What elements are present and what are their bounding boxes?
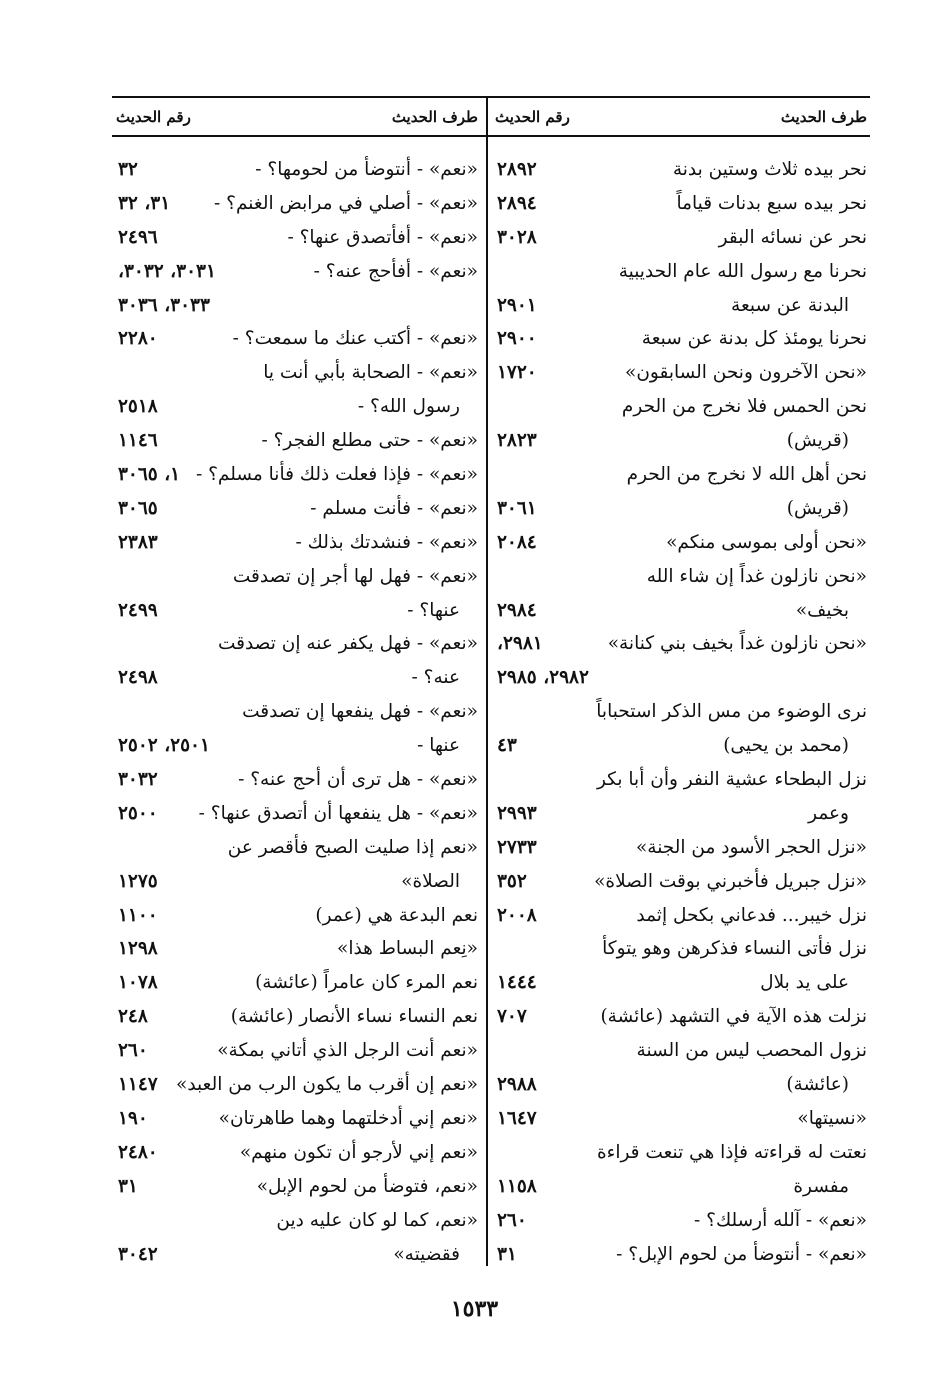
index-entry [491,594,871,628]
right-column-entries [491,153,871,1271]
entry-text: «نعم» - فأنت مسلم - [310,497,478,519]
entry-text: نعتت له قراءته فإذا هي تنعت قراءة [596,1141,867,1163]
entry-text: «نعم» - هل ترى أن أحج عنه؟ - [238,769,478,791]
index-entry [112,729,482,763]
entry-number: ١٦٤٧ [497,1107,537,1129]
entry-number: ٢٤٨ [118,1006,148,1028]
entry-text: وعمر [808,802,849,824]
entry-text: نحرنا مع رسول الله عام الحديبية [618,260,867,282]
index-entry [112,831,482,865]
index-entry [112,1136,482,1170]
entry-number: ٢٩٨٢، ٢٩٨٥ [497,667,589,689]
entry-text: (قريش) [786,430,849,452]
index-entry [112,763,482,797]
entry-text: عنها - [417,735,460,757]
index-entry [112,1000,482,1034]
index-entry [112,932,482,966]
entry-number: ٢٩٨١، [497,633,543,655]
index-entry [491,865,871,899]
entry-text: (محمد بن يحيى) [723,735,849,757]
entry-number: ٢٩٠٠ [497,328,537,350]
entry-number: ٢٥٠٠ [118,802,158,824]
entry-number: ٣٠٣٢ [118,769,158,791]
entry-number: ٢٦٠ [497,1209,527,1231]
index-entry [491,797,871,831]
entry-number: ٢٨٩٢ [497,159,537,180]
right-column-header [491,98,871,135]
entry-text: «نعم» - أفأحج عنه؟ - [313,260,478,282]
entry-number: ٣١ [118,1175,138,1197]
entry-number: ١١٥٨ [497,1175,537,1197]
index-entry [491,1204,871,1238]
entry-text: الصلاة» [401,870,460,892]
index-entry [491,1000,871,1034]
index-entry [112,966,482,1000]
entry-text: «نعم» - فإذا فعلت ذلك فأنا مسلم؟ - [195,464,478,486]
index-entry [112,1102,482,1136]
entry-text: «نسيتها» [797,1107,867,1129]
index-entry [112,695,482,729]
entry-text: «نعم إن أقرب ما يكون الرب من العبد» [176,1074,478,1096]
entry-text: (عائشة) [786,1074,849,1096]
entry-text: «نعم، كما لو كان عليه دين [276,1209,478,1231]
index-entry [491,729,871,763]
index-entry [491,966,871,1000]
entry-text: نحن أهل الله لا نخرج من الحرم [626,464,867,486]
entry-text: مفسرة [793,1175,849,1197]
entry-number: ٣٠٣٣، ٣٠٣٦ [118,294,210,316]
entry-number: ٢٩٩٣ [497,802,537,824]
left-column-entries [112,153,482,1271]
entry-number: ٢٩٠١ [497,294,537,316]
index-entry [112,1068,482,1102]
entry-number: ٧٠٧ [497,1006,527,1028]
entry-number: ٢٠٠٨ [497,904,537,926]
index-entry [112,458,482,492]
entry-text: «نعم» - أنتوضأ من لحومها؟ - [255,159,478,180]
entry-text: «نعم» - آلله أرسلك؟ - [694,1209,867,1231]
entry-number: ٢٣٨٣ [118,531,158,553]
entry-number: ١١٤٧ [118,1074,158,1096]
entry-number: ٢٧٣٣ [497,836,537,858]
hadith-number-header: رقم الحديث [116,108,191,126]
index-entry [491,255,871,289]
page-number: ١٥٣٣ [450,1296,499,1322]
entry-text: نرى الوضوء من مس الذكر استحباباً [596,701,867,723]
index-entry [491,627,871,661]
entry-text: نزلت هذه الآية في التشهد (عائشة) [600,1006,867,1028]
index-entry [491,424,871,458]
index-entry [112,322,482,356]
index-entry [112,1204,482,1238]
entry-text: نحر بيده ثلاث وستين بدنة [672,159,867,180]
entry-number: ٢٤٨٠ [118,1141,158,1163]
entry-text: على يد بلال [760,972,849,994]
entry-number: ١٠٧٨ [118,972,158,994]
index-entry [112,594,482,628]
entry-text: نحرنا يومئذ كل بدنة عن سبعة [641,328,867,350]
entry-text: «نعم» - حتى مطلع الفجر؟ - [261,430,478,452]
index-entry [112,1238,482,1272]
entry-text: «نعم، فتوضأ من لحوم الإبل» [256,1175,478,1197]
entry-number: ٢٥٠١، ٢٥٠٢ [118,735,210,757]
left-column [112,98,482,1271]
column-divider [486,96,488,1266]
entry-text: «نِعم البساط هذا» [337,938,478,960]
index-entry [491,289,871,323]
entry-number: ٣٠٣١، ٣٠٣٢، [118,260,216,282]
right-column [491,98,871,1271]
index-entry [491,458,871,492]
entry-text: نعم البدعة هي (عمر) [315,904,478,926]
entry-number: ١٢٩٨ [118,938,158,960]
index-entry [112,865,482,899]
index-entry [491,831,871,865]
index-entry [112,356,482,390]
entry-number: ١١٤٦ [118,430,158,452]
index-entry [491,1034,871,1068]
entry-text: نزل البطحاء عشية النفر وأن أبا بكر [596,769,867,791]
entry-number: ١٧٢٠ [497,362,537,384]
entry-text: «نعم» - فهل لها أجر إن تصدقت [232,565,478,587]
entry-text: «نعم» - الصحابة بأبي أنت يا [263,362,478,384]
index-entry [491,932,871,966]
entry-text: عنه؟ - [411,667,460,689]
entry-text: البدنة عن سبعة [731,294,849,316]
entry-text: «نحن أولى بموسى منكم» [666,531,867,553]
hadith-text-header: طرف الحديث [391,108,478,126]
index-entry [491,526,871,560]
entry-text: «نزل جبريل فأخبرني بوقت الصلاة» [594,870,867,892]
entry-number: ١١٠٠ [118,904,158,926]
index-entry [112,289,482,323]
entry-number: ٣٠٦١ [497,497,537,519]
entry-text: نعم النساء نساء الأنصار (عائشة) [230,1006,478,1028]
index-entry [112,899,482,933]
index-entry [112,424,482,458]
entry-text: «نحن نازلون غداً إن شاء الله [646,565,867,587]
index-entry [112,255,482,289]
index-entry [112,1170,482,1204]
left-column-header [112,98,482,135]
entry-number: ٢٩٨٤ [497,599,537,621]
index-entry [491,221,871,255]
hadith-text-header: طرف الحديث [780,108,867,126]
index-entry [112,526,482,560]
index-entry [491,322,871,356]
entry-text: «نعم» - أكتب عنك ما سمعت؟ - [232,328,478,350]
entry-text: «نعم» - هل ينفعها أن أتصدق عنها؟ - [198,802,478,824]
entry-number: ٣١ [497,1243,517,1265]
entry-number: ٣٠٤٢ [118,1243,158,1265]
index-entry [491,390,871,424]
index-entry [491,1170,871,1204]
entry-text: نزول المحصب ليس من السنة [636,1040,867,1062]
entry-number: ٢٦٠ [118,1040,148,1062]
entry-text: نعم المرء كان عامراً (عائشة) [255,972,478,994]
entry-text: «نعم» - أنتوضأ من لحوم الإبل؟ - [616,1243,867,1265]
index-entry [112,661,482,695]
index-entry [112,187,482,221]
index-entry [112,221,482,255]
entry-text: «نعم إني أدخلتهما وهما طاهرتان» [218,1107,478,1129]
entry-text: «نحن نازلون غداً بخيف بني كنانة» [607,633,867,655]
index-entry [112,492,482,526]
entry-text: «نعم أنت الرجل الذي أتاني بمكة» [217,1040,478,1062]
entry-text: (قريش) [786,497,849,519]
entry-text: «نحن الآخرون ونحن السابقون» [625,362,867,384]
entry-text: «نعم» - أصلي في مرابض الغنم؟ - [214,192,478,214]
entry-number: ٢٩٨٨ [497,1074,537,1096]
entry-text: نزل خيبر... فدعاني بكحل إثمد [636,904,867,926]
index-entry [491,560,871,594]
index-entry [112,797,482,831]
entry-text: فقضيته» [393,1243,460,1265]
entry-number: ٢٠٨٤ [497,531,537,553]
entry-text: «نعم» - أفأتصدق عنها؟ - [287,226,478,248]
index-entry [491,661,871,695]
entry-number: ٣١، ٣٢ [118,192,171,214]
index-entry [491,695,871,729]
entry-number: ٢٨٩٤ [497,192,537,214]
entry-number: ٣٠٦٥ [118,497,158,519]
entry-text: رسول الله؟ - [357,396,460,418]
entry-number: ١٤٤٤ [497,972,537,994]
index-entry [112,153,482,187]
index-entry [491,153,871,187]
index-entry [491,1068,871,1102]
entry-text: نحن الحمس فلا نخرج من الحرم [621,396,867,418]
entry-number: ٢٥١٨ [118,396,158,418]
entry-text: «نعم» - فهل يكفر عنه إن تصدقت [217,633,478,655]
index-entry [491,899,871,933]
index-entry [112,627,482,661]
entry-number: ١٢٧٥ [118,870,158,892]
entry-text: بخيف» [795,599,849,621]
entry-text: «نزل الحجر الأسود من الجنة» [635,836,867,858]
index-entry [112,1034,482,1068]
entry-text: «نعم» - فنشدتك بذلك - [295,531,478,553]
hadith-number-header: رقم الحديث [495,108,570,126]
entry-number: ٢٤٩٨ [118,667,158,689]
index-entry [491,1238,871,1272]
index-entry [491,492,871,526]
entry-number: ٣٠٢٨ [497,226,537,248]
index-entry [491,356,871,390]
entry-text: «نعم إني لأرجو أن تكون منهم» [239,1141,478,1163]
entry-number: ١٩٠ [118,1107,148,1129]
index-entry [112,390,482,424]
index-entry [491,1136,871,1170]
index-entry [491,187,871,221]
entry-number: ٢٤٩٦ [118,226,158,248]
entry-number: ٢٤٩٩ [118,599,158,621]
entry-text: نحر بيده سبع بدنات قياماً [676,192,867,214]
entry-text: نزل فأتى النساء فذكرهن وهو يتوكأ [602,938,867,960]
entry-text: نحر عن نسائه البقر [718,226,867,248]
entry-number: ٢٨٢٣ [497,430,537,452]
entry-text: «نعم إذا صليت الصبح فأقصر عن [227,836,478,858]
index-entry [491,1102,871,1136]
entry-number: ٤٣ [497,735,517,757]
index-entry [491,763,871,797]
entry-number: ٣٢ [118,159,138,180]
index-entry [112,560,482,594]
entry-text: «نعم» - فهل ينفعها إن تصدقت [242,701,478,723]
entry-text: عنها؟ - [407,599,460,621]
entry-number: ٢٢٨٠ [118,328,158,350]
entry-number: ١، ٣٠٦٥ [118,464,181,486]
entry-number: ٣٥٢ [497,870,527,892]
